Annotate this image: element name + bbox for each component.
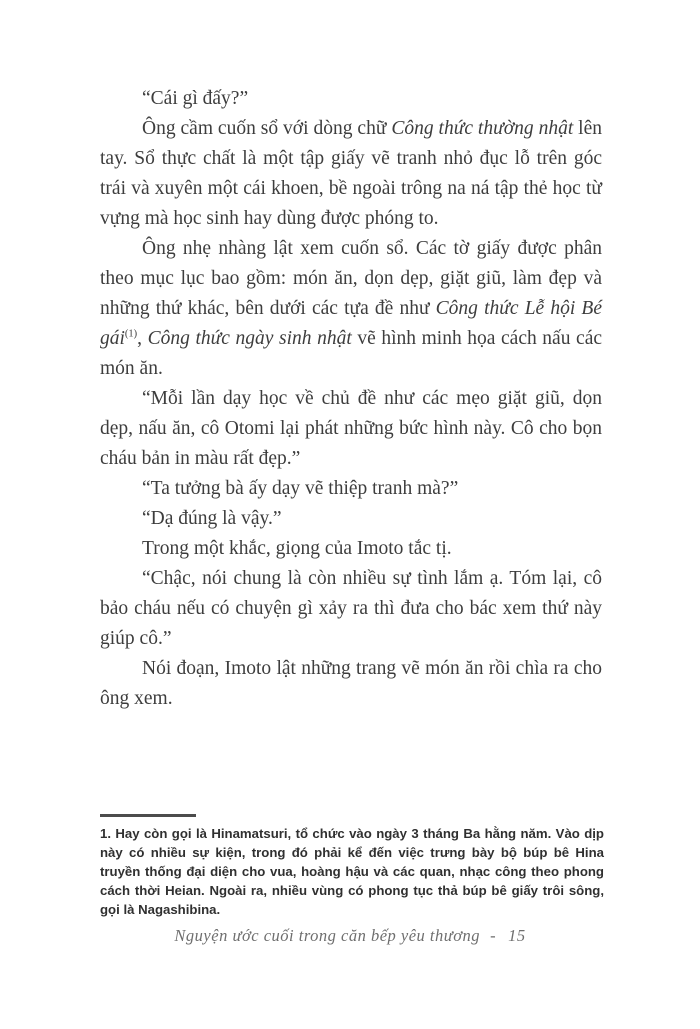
text-segment: “Dạ đúng là vậy.” <box>142 508 282 529</box>
footer-page-number: 15 <box>508 926 526 945</box>
page-footer <box>0 926 700 946</box>
paragraph <box>100 234 602 384</box>
italic-text-segment: Công thức ngày sinh nhật <box>147 328 352 349</box>
footer-book-title: Nguyện ước cuối trong căn bếp yêu thương <box>174 926 481 945</box>
italic-text-segment: Công thức Lễ hội Bé gái <box>100 298 602 349</box>
text-segment: Trong một khắc, giọng của Imoto tắc tị. <box>142 538 452 559</box>
text-segment: lên tay. Sổ thực chất là một tập giấy vẽ tranh nhỏ đục lỗ trên góc trái và xuyên một cái khoen, bề ngoài trông na ná tập thẻ học từ vựng mà học sinh hay dùng được phóng to. <box>100 118 602 229</box>
footnote: 1. Hay còn gọi là Hinamatsuri, tổ chức vào ngày 3 tháng Ba hằng năm. Vào dịp này có nhiều sự kiện, trong đó phải kể đến việc trưng bày bộ búp bê Hina truyền thống đại diện cho vua, hoàng hậu và các quan, nhạc công theo phong cách thời Heian. Ngoài ra, nhiều vùng có phong tục thả búp bê giấy trôi sông, gọi là Nagashibina. <box>100 826 604 917</box>
text-segment: “Chậc, nói chung là còn nhiều sự tình lắm ạ. Tóm lại, cô bảo cháu nếu có chuyện gì xảy ra thì đưa cho bác xem thứ này giúp cô.” <box>100 568 602 649</box>
text-segment: Ông nhẹ nhàng lật xem cuốn sổ. Các tờ giấy được phân theo mục lục bao gồm: món ăn, dọn dẹp, giặt giũ, làm đẹp và những thứ khác, bên dưới các tựa đề như <box>100 238 602 319</box>
text-segment: , <box>137 328 148 349</box>
text-segment: “Ta tưởng bà ấy dạy vẽ thiệp tranh mà?” <box>142 478 459 499</box>
paragraph <box>100 114 602 234</box>
paragraph <box>100 534 602 564</box>
footer-separator: - <box>490 926 497 945</box>
paragraph <box>100 84 602 114</box>
paragraph <box>100 564 602 654</box>
text-segment: vẽ hình minh họa cách nấu các món ăn. <box>100 328 603 379</box>
body-text <box>100 84 602 714</box>
paragraph <box>100 384 602 474</box>
text-segment: Nói đoạn, Imoto lật những trang vẽ món ăn rồi chìa ra cho ông xem. <box>100 658 602 709</box>
paragraph <box>100 474 602 504</box>
paragraph <box>100 654 602 714</box>
text-segment: “Mỗi lần dạy học về chủ đề như các mẹo giặt giũ, dọn dẹp, nấu ăn, cô Otomi lại phát những bức hình này. Cô cho bọn cháu bản in màu rất đẹp.” <box>100 388 602 469</box>
italic-text-segment: Công thức thường nhật <box>391 118 574 139</box>
footnote-marker: (1) <box>124 328 138 340</box>
footnote-separator <box>100 814 196 817</box>
paragraph <box>100 504 602 534</box>
text-segment: Ông cầm cuốn sổ với dòng chữ <box>142 118 392 139</box>
text-segment: “Cái gì đấy?” <box>142 88 249 109</box>
